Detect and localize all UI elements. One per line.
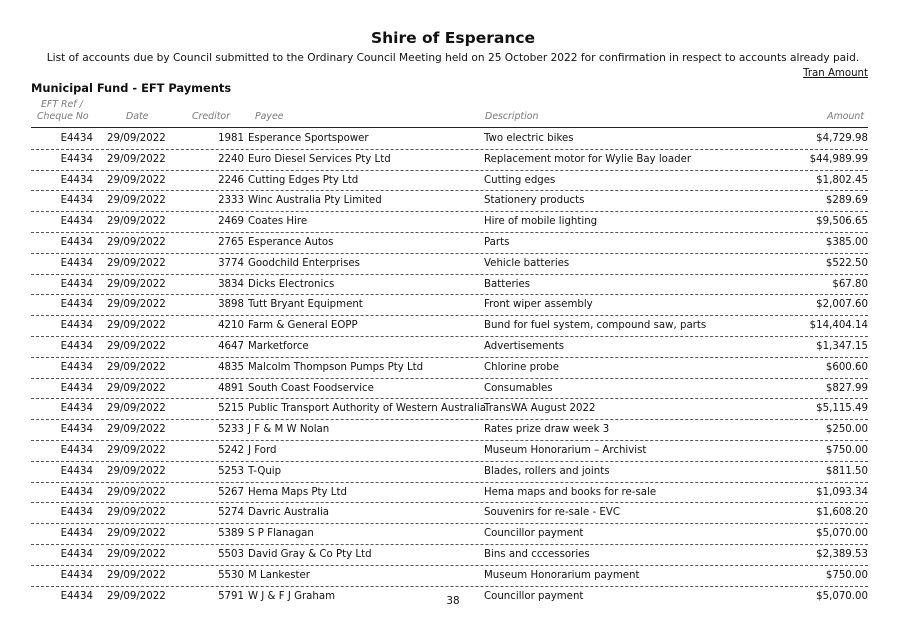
tran-amount-label: Tran Amount <box>803 68 868 79</box>
cell-creditor: 2246 <box>218 174 244 186</box>
cell-creditor: 5215 <box>218 403 244 415</box>
cell-amount: $5,115.49 <box>816 403 868 415</box>
cell-payee: W J & F J Graham <box>248 590 336 602</box>
cell-creditor: 5389 <box>218 528 244 540</box>
cell-ref: E4434 <box>60 133 93 144</box>
table-row <box>31 191 868 212</box>
cell-payee: Tutt Bryant Equipment <box>248 299 363 311</box>
cell-ref: E4434 <box>60 403 93 415</box>
table-row <box>31 295 868 316</box>
cell-payee: Hema Maps Pty Ltd <box>248 486 347 498</box>
table-row <box>31 503 868 524</box>
table-row <box>31 566 868 587</box>
cell-ref: E4434 <box>60 257 93 269</box>
cell-description: Museum Honorarium payment <box>484 569 640 581</box>
cell-date: 29/09/2022 <box>107 174 166 186</box>
cell-date: 29/09/2022 <box>107 465 166 477</box>
cell-amount: $385.00 <box>825 236 868 248</box>
cell-description: Stationery products <box>484 195 585 207</box>
cell-ref: E4434 <box>60 465 93 477</box>
cell-creditor: 5233 <box>218 424 244 436</box>
cell-payee: J Ford <box>248 444 277 456</box>
cell-amount: $5,070.00 <box>816 528 868 540</box>
cell-ref: E4434 <box>60 236 93 248</box>
cell-payee: Davric Australia <box>248 507 330 519</box>
cell-ref: E4434 <box>60 444 93 456</box>
cell-creditor: 2765 <box>218 236 244 248</box>
cell-creditor: 4835 <box>218 361 244 373</box>
cell-amount: $250.00 <box>825 424 868 436</box>
cell-amount: $827.99 <box>825 382 868 394</box>
cell-amount: $1,347.15 <box>816 340 868 352</box>
cell-ref: E4434 <box>60 195 93 207</box>
table-row <box>31 150 868 171</box>
cell-date: 29/09/2022 <box>107 299 166 311</box>
cell-date: 29/09/2022 <box>107 590 166 602</box>
cell-description: Front wiper assembly <box>484 299 593 311</box>
table-row <box>31 379 868 400</box>
cell-ref: E4434 <box>60 153 93 165</box>
cell-description: Councillor payment <box>484 528 584 540</box>
cell-creditor: 5530 <box>218 569 244 581</box>
cell-amount: $9,506.65 <box>816 216 868 228</box>
cell-date: 29/09/2022 <box>107 216 166 228</box>
cell-description: Cutting edges <box>484 174 556 186</box>
cell-creditor: 3898 <box>218 299 244 311</box>
cell-date: 29/09/2022 <box>107 153 166 165</box>
cell-ref: E4434 <box>60 320 93 332</box>
cell-payee: Dicks Electronics <box>248 278 335 290</box>
cell-payee: J F & M W Nolan <box>248 424 330 436</box>
cell-description: Vehicle batteries <box>484 257 570 269</box>
cell-ref: E4434 <box>60 216 93 228</box>
table-row <box>31 233 868 254</box>
col-header-description: Description <box>485 111 539 122</box>
cell-ref: E4434 <box>60 590 93 602</box>
cell-payee: Cutting Edges Pty Ltd <box>248 174 359 186</box>
cell-amount: $44,989.99 <box>809 153 868 165</box>
cell-date: 29/09/2022 <box>107 278 166 290</box>
cell-description: Two electric bikes <box>484 133 574 144</box>
cell-ref: E4434 <box>60 507 93 519</box>
cell-amount: $289.69 <box>825 195 868 207</box>
cell-description: Parts <box>484 236 510 248</box>
cell-amount: $14,404.14 <box>809 320 868 332</box>
cell-date: 29/09/2022 <box>107 340 166 352</box>
cell-payee: South Coast Foodservice <box>248 382 374 394</box>
cell-creditor: 4647 <box>218 340 244 352</box>
cell-date: 29/09/2022 <box>107 528 166 540</box>
cell-creditor: 5791 <box>218 590 244 602</box>
cell-amount: $600.60 <box>825 361 868 373</box>
cell-payee: Malcolm Thompson Pumps Pty Ltd <box>248 361 424 373</box>
cell-creditor: 3834 <box>218 278 244 290</box>
cell-description: TransWA August 2022 <box>484 403 596 415</box>
col-header-date: Date <box>126 111 149 122</box>
table-row <box>31 399 868 420</box>
table-row <box>31 212 868 233</box>
cell-date: 29/09/2022 <box>107 403 166 415</box>
cell-amount: $522.50 <box>825 257 868 269</box>
cell-date: 29/09/2022 <box>107 320 166 332</box>
cell-date: 29/09/2022 <box>107 486 166 498</box>
cell-payee: S P Flanagan <box>248 528 314 540</box>
cell-description: Replacement motor for Wylie Bay loader <box>484 153 692 165</box>
cell-description: Souvenirs for re-sale - EVC <box>484 507 620 519</box>
table-row <box>31 171 868 192</box>
table-row <box>31 337 868 358</box>
cell-creditor: 3774 <box>218 257 244 269</box>
cell-description: Chlorine probe <box>484 361 560 373</box>
cell-amount: $1,608.20 <box>816 507 868 519</box>
cell-description: Bund for fuel system, compound saw, parts <box>484 320 707 332</box>
cell-description: Bins and cccessories <box>484 548 590 560</box>
cell-description: Blades, rollers and joints <box>484 465 610 477</box>
cell-ref: E4434 <box>60 278 93 290</box>
cell-ref: E4434 <box>60 528 93 540</box>
cell-payee: David Gray & Co Pty Ltd <box>248 548 372 560</box>
cell-date: 29/09/2022 <box>107 569 166 581</box>
cell-date: 29/09/2022 <box>107 507 166 519</box>
cell-creditor: 2333 <box>218 195 244 207</box>
cell-payee: M Lankester <box>248 569 310 581</box>
cell-description: Consumables <box>484 382 553 394</box>
cell-date: 29/09/2022 <box>107 361 166 373</box>
cell-payee: T-Quip <box>248 465 282 477</box>
cell-ref: E4434 <box>60 424 93 436</box>
cell-date: 29/09/2022 <box>107 195 166 207</box>
cell-creditor: 5274 <box>218 507 244 519</box>
cell-ref: E4434 <box>60 299 93 311</box>
section-title: Municipal Fund - EFT Payments <box>31 81 232 95</box>
cell-ref: E4434 <box>60 382 93 394</box>
col-header-payee: Payee <box>255 111 284 122</box>
cell-amount: $2,389.53 <box>816 548 868 560</box>
cell-amount: $750.00 <box>825 444 868 456</box>
cell-ref: E4434 <box>60 548 93 560</box>
cell-amount: $4,729.98 <box>816 133 868 144</box>
cell-ref: E4434 <box>60 486 93 498</box>
col-header-amount: Amount <box>827 111 864 122</box>
cell-ref: E4434 <box>60 340 93 352</box>
table-row <box>31 275 868 296</box>
cell-amount: $5,070.00 <box>816 590 868 602</box>
cell-amount: $2,007.60 <box>816 299 868 311</box>
cell-ref: E4434 <box>60 361 93 373</box>
cell-amount: $1,802.45 <box>816 174 868 186</box>
cell-creditor: 4210 <box>218 320 244 332</box>
cell-date: 29/09/2022 <box>107 548 166 560</box>
report-subtitle: List of accounts due by Council submitted to the Ordinary Council Meeting held on 25 October 2022 for confirmation in respect to accounts already paid. <box>46 52 860 64</box>
cell-payee: Public Transport Authority of Western Australia <box>248 403 486 415</box>
cell-description: Hire of mobile lighting <box>484 216 598 228</box>
table-row <box>31 129 868 150</box>
cell-payee: Esperance Sportspower <box>248 133 369 144</box>
cell-creditor: 5253 <box>218 465 244 477</box>
cell-creditor: 1981 <box>218 133 244 144</box>
cell-date: 29/09/2022 <box>107 236 166 248</box>
cell-description: Advertisements <box>484 340 565 352</box>
cell-payee: Winc Australia Pty Limited <box>248 195 382 207</box>
table-row <box>31 358 868 379</box>
cell-creditor: 2469 <box>218 216 244 228</box>
cell-creditor: 5267 <box>218 486 244 498</box>
col-header-ref-line2: Cheque No <box>37 111 89 122</box>
cell-payee: Farm & General EOPP <box>248 320 358 332</box>
table-row <box>31 441 868 462</box>
table-row <box>31 483 868 504</box>
cell-creditor: 5242 <box>218 444 244 456</box>
col-header-creditor: Creditor <box>192 111 230 122</box>
cell-creditor: 2240 <box>218 153 244 165</box>
cell-amount: $811.50 <box>825 465 868 477</box>
cell-description: Museum Honorarium – Archivist <box>484 444 647 456</box>
table-row <box>31 524 868 545</box>
cell-creditor: 4891 <box>218 382 244 394</box>
cell-payee: Euro Diesel Services Pty Ltd <box>248 153 391 165</box>
cell-date: 29/09/2022 <box>107 257 166 269</box>
payments-table <box>31 129 868 606</box>
cell-amount: $750.00 <box>825 569 868 581</box>
header-divider <box>31 127 868 128</box>
cell-ref: E4434 <box>60 569 93 581</box>
cell-amount: $67.80 <box>832 278 868 290</box>
col-header-ref-line1: EFT Ref / <box>41 99 83 110</box>
table-row <box>31 254 868 275</box>
cell-date: 29/09/2022 <box>107 133 166 144</box>
cell-payee: Esperance Autos <box>248 236 334 248</box>
cell-ref: E4434 <box>60 174 93 186</box>
table-row <box>31 420 868 441</box>
cell-amount: $1,093.34 <box>816 486 868 498</box>
cell-description: Batteries <box>484 278 531 290</box>
page-number: 38 <box>446 595 460 607</box>
page-title: Shire of Esperance <box>370 29 536 47</box>
table-row <box>31 316 868 337</box>
cell-payee: Goodchild Enterprises <box>248 257 360 269</box>
table-row <box>31 545 868 566</box>
cell-date: 29/09/2022 <box>107 382 166 394</box>
table-row <box>31 462 868 483</box>
cell-description: Councillor payment <box>484 590 584 602</box>
cell-description: Rates prize draw week 3 <box>484 424 610 436</box>
cell-date: 29/09/2022 <box>107 444 166 456</box>
cell-payee: Coates Hire <box>248 216 308 228</box>
cell-payee: Marketforce <box>248 340 309 352</box>
cell-date: 29/09/2022 <box>107 424 166 436</box>
cell-description: Hema maps and books for re-sale <box>484 486 657 498</box>
cell-creditor: 5503 <box>218 548 244 560</box>
